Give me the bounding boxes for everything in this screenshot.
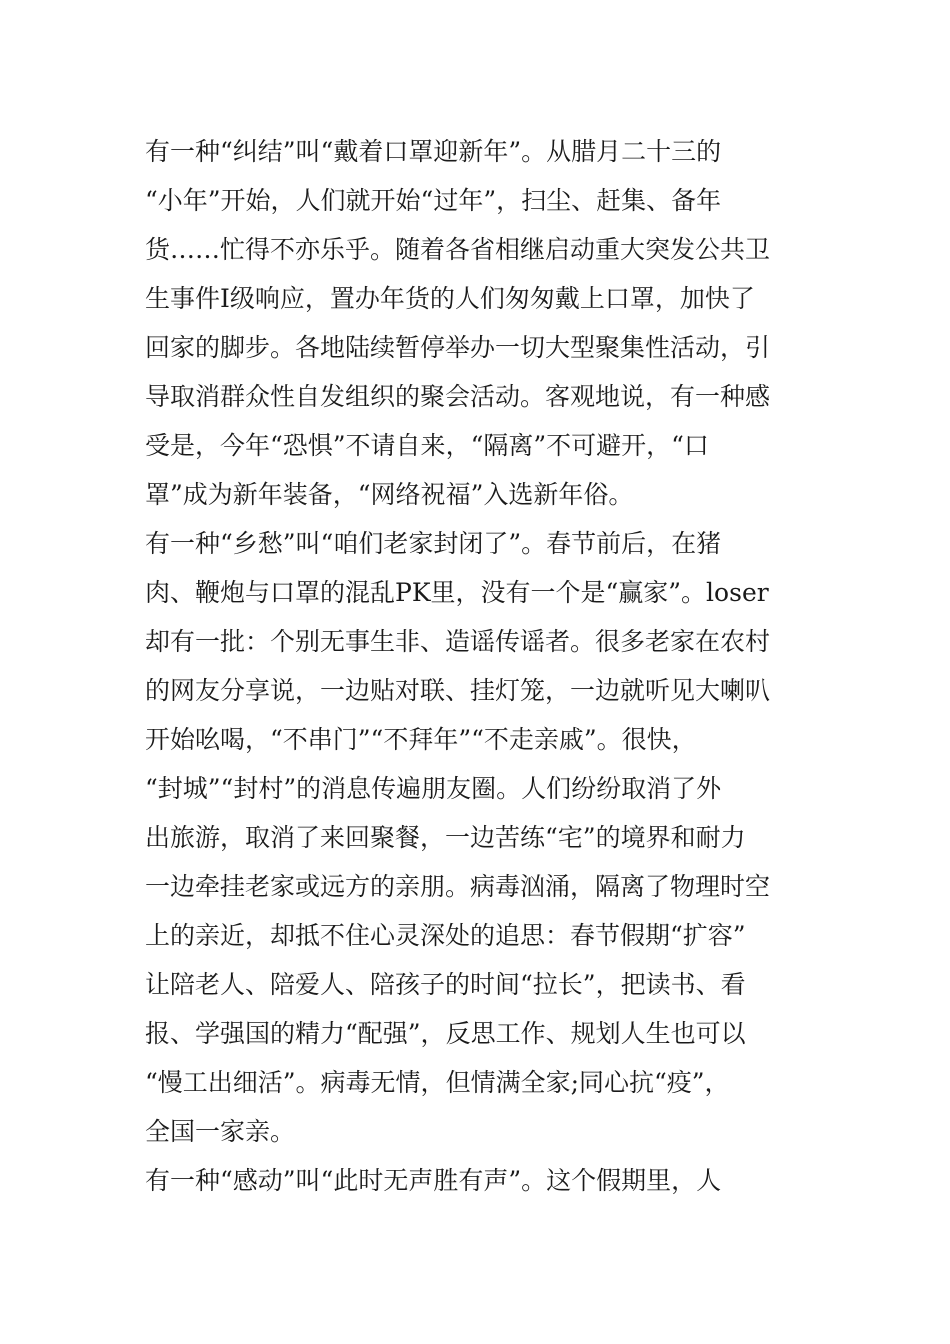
paragraph-2 [145, 519, 810, 1156]
text-line: 开始吆喝，“不串门”“不拜年”“不走亲戚”。很快， [145, 725, 697, 754]
text-line: “慢工出细活”。病毒无情，但情满全家;同心抗“疫”， [145, 1068, 730, 1097]
text-line: 出旅游，取消了来回聚餐，一边苦练“宅”的境界和耐力 [145, 823, 746, 852]
paragraph-1 [145, 127, 810, 519]
text-line: 让陪老人、陪爱人、陪孩子的时间“拉长”，把读书、看 [145, 970, 746, 999]
text-line: 有一种“感动”叫“此时无声胜有声”。这个假期里，人 [145, 1166, 722, 1195]
text-line: 回家的脚步。各地陆续暂停举办一切大型聚集性活动，引 [145, 333, 771, 362]
text-line: “封城”“封村”的消息传遍朋友圈。人们纷纷取消了外 [145, 774, 722, 803]
text-line: 一边牵挂老家或远方的亲朋。病毒汹涌，隔离了物理时空 [145, 872, 771, 901]
text-line: 受是，今年“恐惧”不请自来，“隔离”不可避开，“口 [145, 431, 709, 460]
text-line: 有一种“乡愁”叫“咱们老家封闭了”。春节前后，在猪 [145, 529, 722, 558]
text-line: 有一种“纠结”叫“戴着口罩迎新年”。从腊月二十三的 [145, 137, 722, 166]
text-line: 导取消群众性自发组织的聚会活动。客观地说，有一种感 [145, 382, 771, 411]
text-line: 的网友分享说，一边贴对联、挂灯笼，一边就听见大喇叭 [145, 676, 771, 705]
text-line: 肉、鞭炮与口罩的混乱PK里，没有一个是“赢家”。loser [145, 578, 769, 607]
text-line: 上的亲近，却抵不住心灵深处的追思：春节假期“扩容” [145, 921, 746, 950]
document-body [145, 127, 810, 1205]
text-line: 生事件Ⅰ级响应，置办年货的人们匆匆戴上口罩，加快了 [145, 284, 755, 313]
paragraph-3 [145, 1156, 810, 1205]
text-line: 货……忙得不亦乐乎。随着各省相继启动重大突发公共卫 [145, 235, 771, 264]
text-line: “小年”开始，人们就开始“过年”，扫尘、赶集、备年 [145, 186, 722, 215]
text-line: 却有一批：个别无事生非、造谣传谣者。很多老家在农村 [145, 627, 771, 656]
text-line: 全国一家亲。 [145, 1117, 296, 1146]
text-line: 罩”成为新年装备，“网络祝福”入选新年俗。 [145, 480, 634, 509]
text-line: 报、学强国的精力“配强”，反思工作、规划人生也可以 [145, 1019, 746, 1048]
